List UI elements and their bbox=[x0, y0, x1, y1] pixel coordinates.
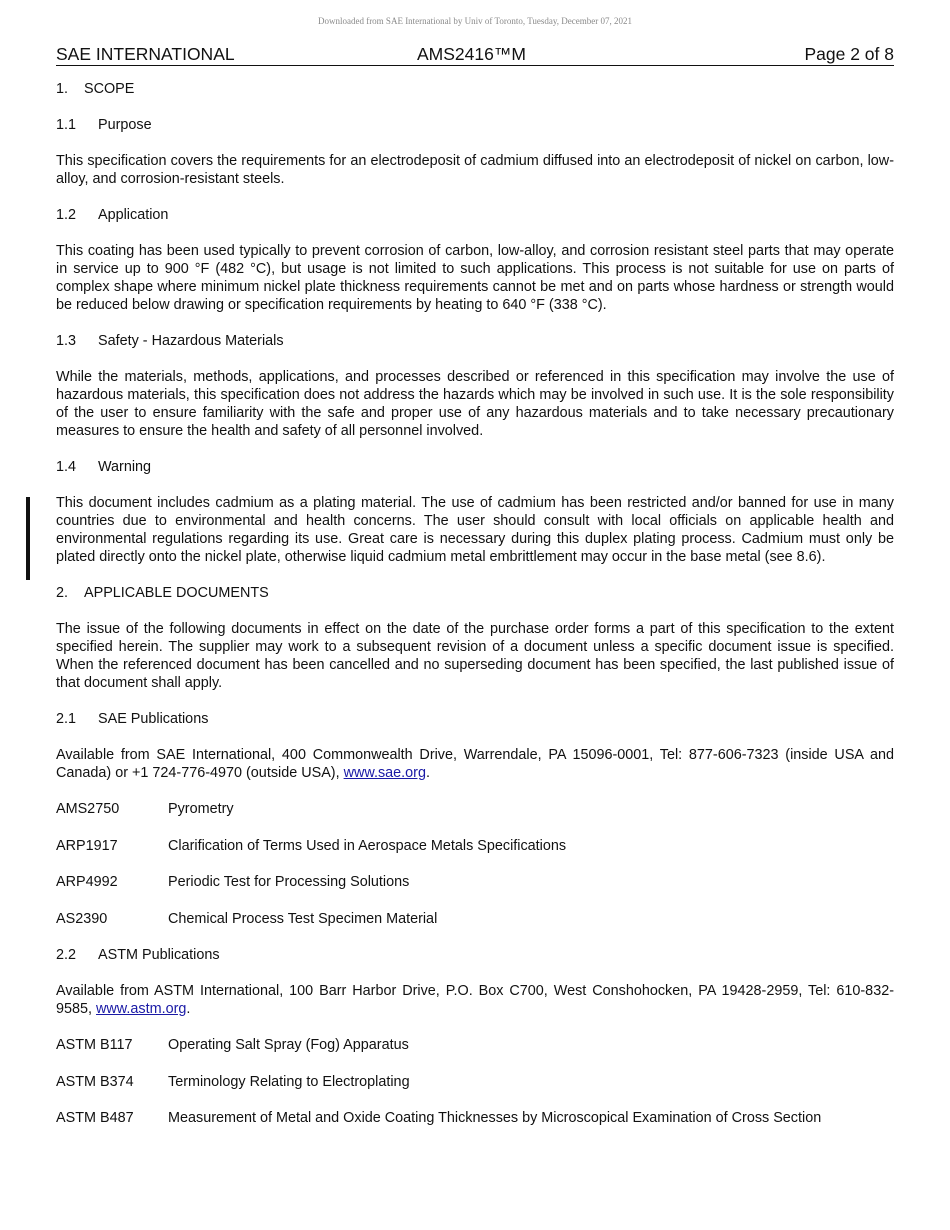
section-title: APPLICABLE DOCUMENTS bbox=[84, 585, 269, 601]
section-number: 2.2 bbox=[56, 947, 77, 963]
application-paragraph: This coating has been used typically to prevent corrosion of carbon, low-alloy, and corrosion resistant steel parts that may operate in service up to 900 °F (482 °C), but usage is not limited to such applications. This process is not suitable for use on parts of complex shape where minimum nickel plate thickness requirements cannot be met and on parts whose hardness or strength would be reduced below drawing or specification requirements by heating to 640 °F (338 °C). bbox=[56, 243, 894, 313]
header-document-number: AMS2416™M bbox=[417, 44, 526, 64]
section-title: SCOPE bbox=[84, 81, 135, 97]
download-watermark: Downloaded from SAE International by Univ of Toronto, Tuesday, December 07, 2021 bbox=[317, 16, 633, 26]
astm-availability-text: Available from ASTM International, 100 Barr Harbor Drive, P.O. Box C700, West Conshohocken, PA 19428-2959, Tel: 610-832-9585, bbox=[56, 983, 894, 1017]
warning-paragraph: This document includes cadmium as a plating material. The use of cadmium has been restricted and/or banned for use in many countries due to environmental and health concerns. The user should consult with local officials on applicable health and environmental regulations regarding its use. Great care is necessary during this duplex plating process. Cadmium must only be plated directly onto the nickel plate, otherwise liquid cadmium metal embrittlement may occur in the base metal (see 8.6). bbox=[56, 495, 894, 565]
sae-availability-period: . bbox=[425, 765, 430, 781]
reference-title: Pyrometry bbox=[168, 801, 234, 817]
reference-code: ARP1917 bbox=[56, 837, 118, 854]
reference-code: AMS2750 bbox=[56, 801, 120, 817]
reference-title: Clarification of Terms Used in Aerospace Metals Specifications bbox=[168, 837, 567, 854]
sae-website-link[interactable]: www.sae.org bbox=[343, 765, 426, 781]
purpose-paragraph: This specification covers the requirements for an electrodeposit of cadmium diffused into an electrodeposit of nickel on carbon, low-alloy, and corrosion-resistant steels. bbox=[56, 153, 894, 187]
section-number: 1.1 bbox=[56, 117, 77, 133]
section-heading-applicable-documents bbox=[56, 584, 894, 602]
reference-code: ARP4992 bbox=[56, 874, 118, 890]
sae-availability-paragraph bbox=[56, 746, 894, 782]
reference-code: ASTM B374 bbox=[56, 1073, 134, 1090]
section-title: ASTM Publications bbox=[98, 947, 220, 963]
reference-code: ASTM B117 bbox=[56, 1037, 133, 1053]
reference-title: Chemical Process Test Specimen Material bbox=[168, 910, 438, 927]
reference-row-astm-b374 bbox=[56, 1073, 894, 1091]
section-number: 2. bbox=[56, 585, 69, 601]
section-number: 1. bbox=[56, 81, 69, 97]
revision-change-bar bbox=[26, 497, 30, 580]
reference-title: Terminology Relating to Electroplating bbox=[168, 1073, 410, 1090]
section-title: SAE Publications bbox=[98, 711, 209, 727]
section-title: Warning bbox=[98, 459, 152, 475]
section-heading-safety bbox=[56, 332, 894, 350]
reference-row-as2390 bbox=[56, 910, 894, 928]
section-number: 2.1 bbox=[56, 711, 77, 727]
section-heading-application bbox=[56, 206, 894, 224]
sae-availability-text: Available from SAE International, 400 Commonwealth Drive, Warrendale, PA 15096-0001, Tel: 877-606-7323 (inside USA and Canada) or +1 724-776-4970 (outside USA), bbox=[56, 747, 894, 781]
reference-code: AS2390 bbox=[56, 910, 108, 927]
astm-availability-paragraph bbox=[56, 982, 894, 1018]
section-heading-warning bbox=[56, 458, 894, 476]
reference-title: Measurement of Metal and Oxide Coating Thicknesses by Microscopical Examination of Cross Section bbox=[168, 1110, 822, 1126]
reference-title: Periodic Test for Processing Solutions bbox=[168, 874, 410, 890]
reference-row-arp1917 bbox=[56, 837, 894, 855]
section-title: Purpose bbox=[98, 117, 152, 133]
reference-title: Operating Salt Spray (Fog) Apparatus bbox=[168, 1037, 409, 1053]
section-number: 1.4 bbox=[56, 459, 77, 475]
header-page-number: Page 2 of 8 bbox=[804, 44, 894, 64]
section-heading-astm-publications bbox=[56, 946, 894, 964]
applicable-documents-paragraph: The issue of the following documents in effect on the date of the purchase order forms a part of this specification to the extent specified herein. The supplier may work to a subsequent revision of a document unless a specific document issue is specified. When the referenced document has been cancelled and no superseding document has been specified, the last published issue of that document shall apply. bbox=[56, 621, 894, 691]
section-heading-purpose bbox=[56, 116, 894, 134]
reference-row-arp4992 bbox=[56, 873, 894, 891]
safety-paragraph: While the materials, methods, applications, and processes described or referenced in this specification may involve the use of hazardous materials, this specification does not address the hazards which may be involved in such use. It is the sole responsibility of the user to ensure familiarity with the safe and proper use of any hazardous materials and to take necessary precautionary measures to ensure the health and safety of all personnel involved. bbox=[56, 369, 894, 439]
astm-website-link[interactable]: www.astm.org bbox=[96, 1001, 187, 1017]
header-publisher: SAE INTERNATIONAL bbox=[56, 44, 235, 64]
reference-row-astm-b487 bbox=[56, 1109, 894, 1127]
astm-availability-period: . bbox=[186, 1001, 191, 1017]
section-title: Application bbox=[98, 207, 169, 223]
page-header bbox=[56, 44, 894, 66]
section-number: 1.3 bbox=[56, 333, 77, 349]
reference-row-astm-b117 bbox=[56, 1036, 894, 1054]
section-heading-sae-publications bbox=[56, 710, 894, 728]
reference-code: ASTM B487 bbox=[56, 1110, 134, 1126]
section-heading-scope bbox=[56, 80, 894, 98]
document-body bbox=[56, 80, 894, 1146]
section-title: Safety - Hazardous Materials bbox=[98, 333, 284, 349]
reference-row-ams2750 bbox=[56, 800, 894, 818]
section-number: 1.2 bbox=[56, 207, 77, 223]
